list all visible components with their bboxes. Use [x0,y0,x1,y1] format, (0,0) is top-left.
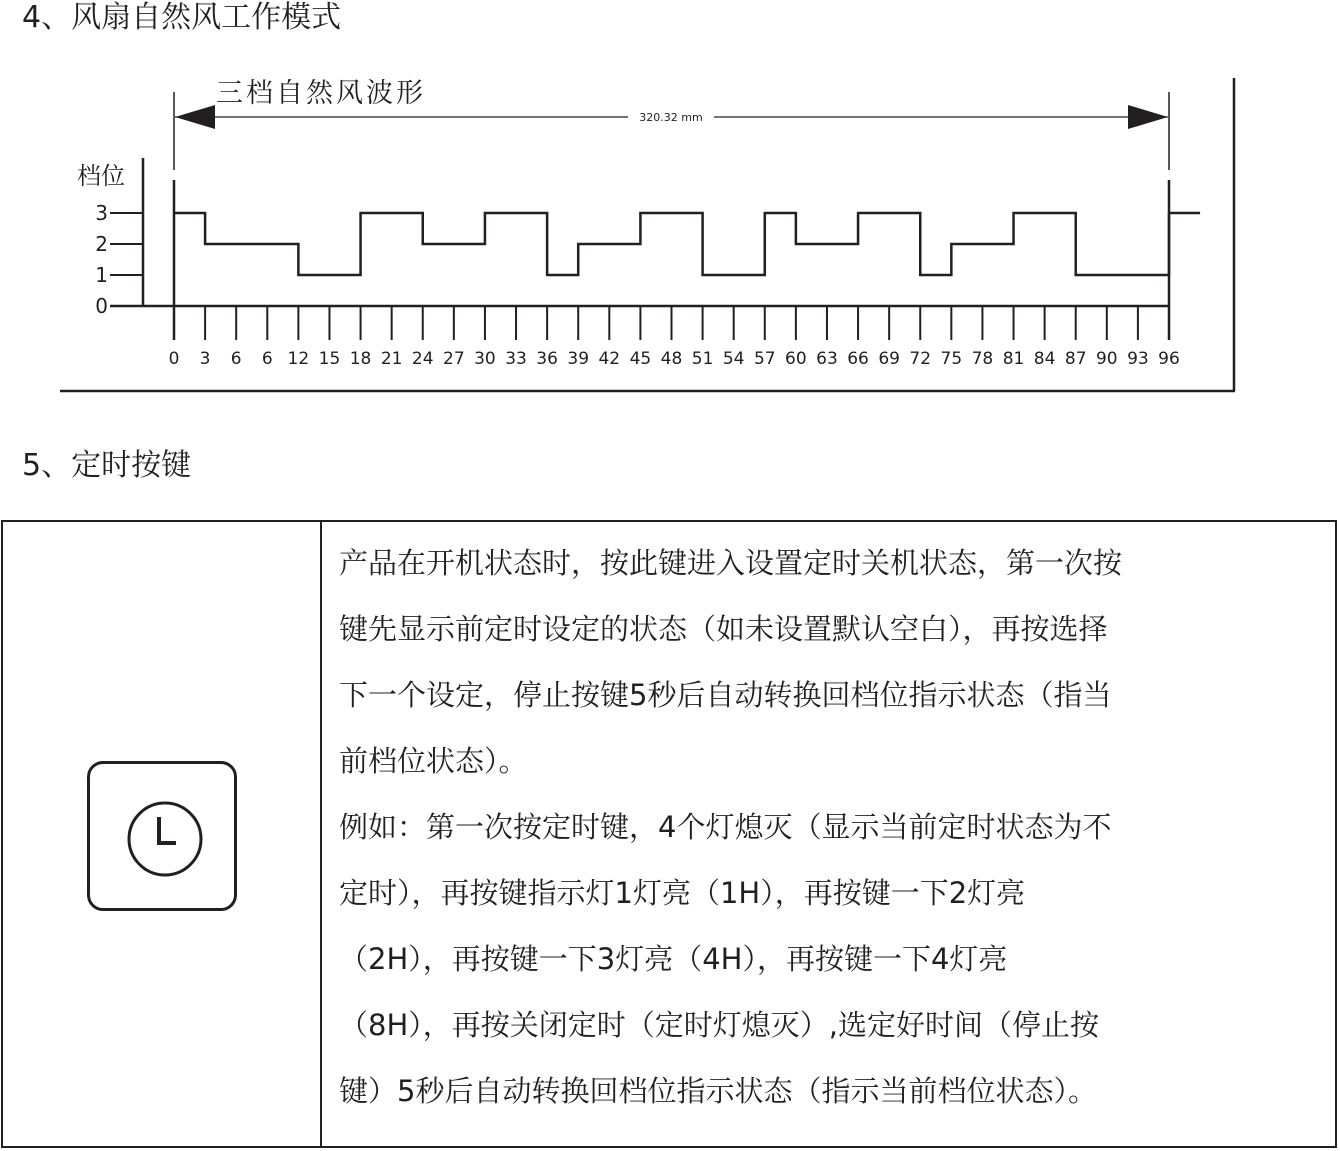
x-tick-label: 93 [1127,349,1149,369]
description-line: （2H），再按键一下3灯亮（4H），再按键一下4灯亮 [339,942,1008,976]
x-tick-label: 24 [411,349,434,369]
x-tick-label: 84 [1033,349,1056,369]
x-tick-label: 15 [318,349,341,369]
x-tick-label: 66 [847,349,869,369]
timer-button [87,761,237,911]
description-line: 键先显示前定时设定的状态（如未设置默认空白），再按选择 [339,612,1108,646]
section-4-heading: 4、风扇自然风工作模式 [22,0,342,35]
x-tick-label: 42 [598,349,621,369]
x-tick-label: 75 [940,349,963,369]
timer-key-table [1,520,1337,1148]
y-tick-label: 0 [95,294,108,318]
x-tick-label: 45 [629,349,652,369]
x-tick-label: 0 [168,349,180,369]
x-tick-label: 39 [567,349,590,369]
x-tick-label: 51 [691,349,714,369]
x-tick-label: 18 [349,349,372,369]
x-tick-label: 69 [878,349,900,369]
x-tick-label: 63 [816,349,838,369]
x-tick-label: 81 [1002,349,1025,369]
x-tick-label: 6 [261,349,273,369]
description-line: 例如：第一次按定时键，4个灯熄灭（显示当前定时状态为不 [339,810,1112,844]
description-line: 下一个设定，停止按键5秒后自动转换回档位指示状态（指当 [339,678,1112,712]
x-tick-label: 30 [474,349,496,369]
y-axis-label: 档位 [77,162,125,190]
x-tick-label: 60 [785,349,807,369]
description-line: （8H），再按关闭定时（定时灯熄灭）,选定好时间（停止按 [339,1008,1099,1042]
waveform-title: 三档自然风波形 [216,78,426,109]
x-tick-label: 33 [505,349,527,369]
x-tick-label: 3 [199,349,211,369]
x-tick-label: 57 [753,349,776,369]
description-line: 前档位状态）。 [339,744,528,778]
waveform-line [174,213,1200,275]
x-tick-label: 12 [287,349,310,369]
description-line: 产品在开机状态时，按此键进入设置定时关机状态，第一次按 [339,546,1123,580]
table-column-divider [320,522,322,1146]
x-tick-label: 87 [1064,349,1087,369]
x-tick-label: 6 [230,349,242,369]
x-tick-label: 21 [380,349,403,369]
x-tick-label: 36 [536,349,558,369]
x-tick-label: 72 [909,349,932,369]
x-tick-label: 27 [443,349,465,369]
x-tick-label: 48 [660,349,683,369]
clock-icon [90,764,234,908]
y-tick-label: 3 [95,201,108,225]
waveform-chart [0,0,1340,440]
x-tick-label: 90 [1095,349,1118,369]
section-5-heading: 5、定时按键 [22,448,192,483]
x-tick-label: 78 [971,349,994,369]
dimension-label: 320.32 mm [639,111,703,124]
description-line: 定时），再按键指示灯1灯亮（1H），再按键一下2灯亮 [339,876,1026,910]
timer-key-description [339,530,1329,1124]
y-tick-label: 2 [95,232,108,256]
y-tick-label: 1 [95,263,108,287]
x-tick-label: 96 [1158,349,1180,369]
x-tick-label: 54 [722,349,745,369]
description-line: 键）5秒后自动转换回档位指示状态（指示当前档位状态）。 [339,1074,1097,1108]
